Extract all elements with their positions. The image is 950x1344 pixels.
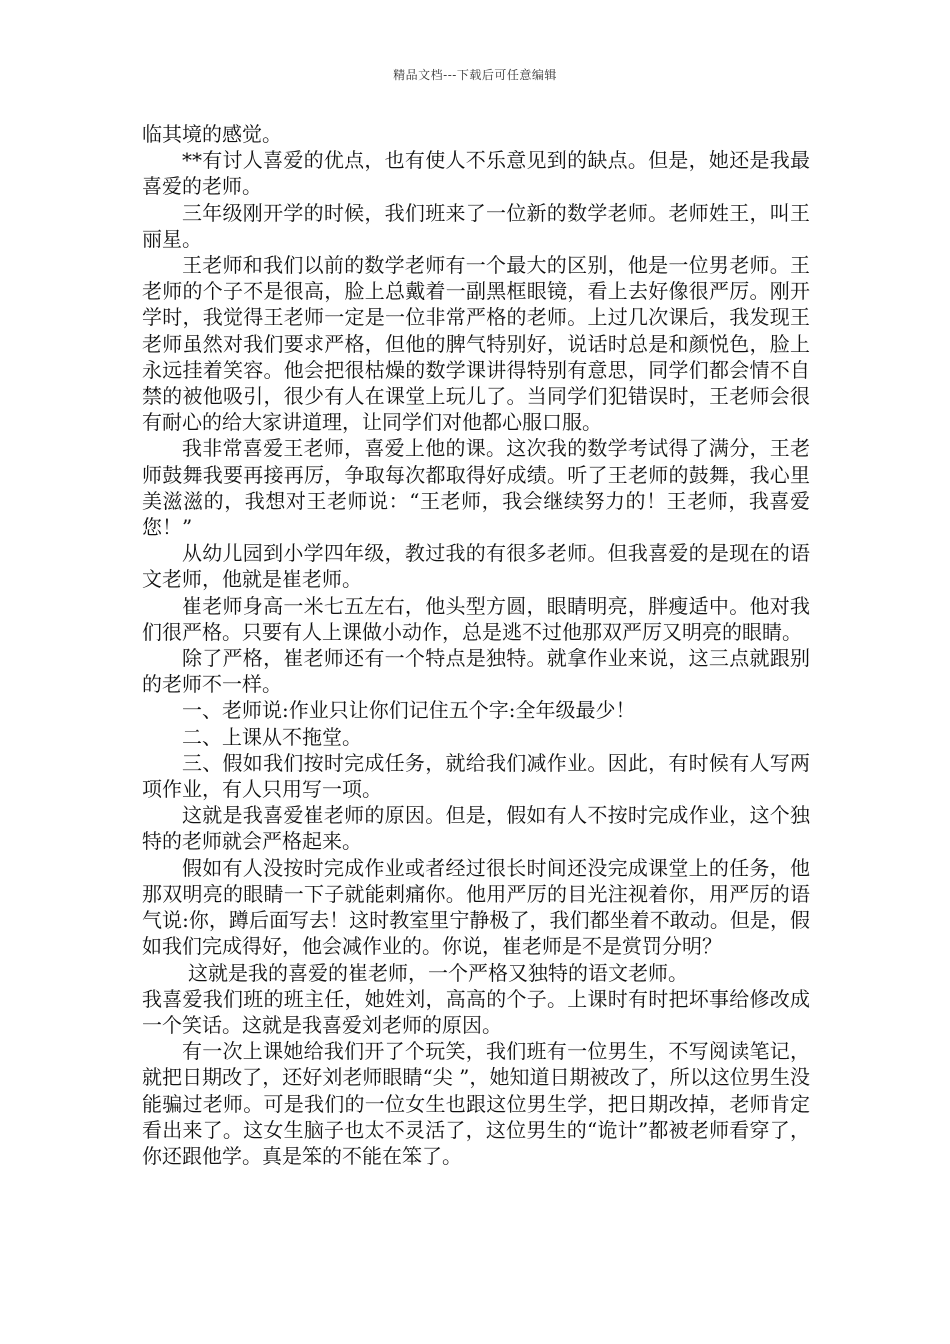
list-item: 一、老师说:作业只让你们记住五个字:全年级最少！ xyxy=(182,698,636,723)
paragraph: 除了严格，崔老师还有一个特点是独特。就拿作业来说，这三点就跟别的老师不一样。 xyxy=(142,646,810,697)
paragraph: 我喜爱我们班的班主任，她姓刘，高高的个子。上课时有时把坏事给修改成一个笑话。这就是我喜爱刘老师的原因。 xyxy=(142,986,810,1037)
paragraph: 有一次上课她给我们开了个玩笑，我们班有一位男生，不写阅读笔记，就把日期改了，还好刘老师眼睛“尖 ”，她知道日期被改了，所以这位男生没能骗过老师。可是我们的一位女生也跟这位男生学，把日期改掉，老师肯定看出来了。这女生脑子也太不灵活了，这位男生的“诡计”都被老师看穿了，你还跟他学。真是笨的不能在笨了。 xyxy=(142,1039,810,1168)
page-header: 精品文档---下载后可任意编辑 xyxy=(393,68,557,82)
paragraph: 这就是我喜爱崔老师的原因。但是，假如有人不按时完成作业，这个独特的老师就会严格起来。 xyxy=(142,803,810,854)
paragraph: 三年级刚开学的时候，我们班来了一位新的数学老师。老师姓王，叫王丽星。 xyxy=(142,200,810,251)
paragraph: 崔老师身高一米七五左右，他头型方圆，眼睛明亮，胖瘦适中。他对我们很严格。只要有人上课做小动作，总是逃不过他那双严厉又明亮的眼睛。 xyxy=(142,593,810,644)
paragraph: 这就是我的喜爱的崔老师，一个严格又独特的语文老师。 xyxy=(188,960,688,985)
paragraph: 王老师和我们以前的数学老师有一个最大的区别，他是一位男老师。王老师的个子不是很高，脸上总戴着一副黑框眼镜，看上去好像很严厉。刚开学时，我觉得王老师一定是一位非常严格的老师。上过几次课后，我发现王老师虽然对我们要求严格，但他的脾气特别好，说话时总是和颜悦色，脸上永远挂着笑容。他会把很枯燥的数学课讲得特别有意思，同学们都会情不自禁的被他吸引，很少有人在课堂上玩儿了。当同学们犯错误时，王老师会很有耐心的给大家讲道理，让同学们对他都心服口服。 xyxy=(142,253,810,435)
document-body xyxy=(142,121,810,1169)
paragraph: 我非常喜爱王老师，喜爱上他的课。这次我的数学考试得了满分，王老师鼓舞我要再接再厉，争取每次都取得好成绩。听了王老师的鼓舞，我心里美滋滋的，我想对王老师说：“王老师，我会继续努力的！王老师，我喜爱您！” xyxy=(142,436,810,540)
paragraph: 假如有人没按时完成作业或者经过很长时间还没完成课堂上的任务，他那双明亮的眼睛一下子就能刺痛你。他用严厉的目光注视着你，用严厉的语气说:你，蹲后面写去！这时教室里宁静极了，我们都坐着不敢动。但是，假如我们完成得好，他会减作业的。你说，崔老师是不是赏罚分明？ xyxy=(142,855,810,959)
paragraph: 临其境的感觉。 xyxy=(142,122,282,146)
paragraph: **有讨人喜爱的优点，也有使人不乐意见到的缺点。但是，她还是我最喜爱的老师。 xyxy=(142,148,810,199)
list-item: 三、假如我们按时完成任务，就给我们减作业。因此，有时候有人写两项作业，有人只用写一项。 xyxy=(142,750,810,802)
paragraph: 从幼儿园到小学四年级，教过我的有很多老师。但我喜爱的是现在的语文老师，他就是崔老师。 xyxy=(142,541,810,592)
list-item: 二、上课从不拖堂。 xyxy=(182,724,362,749)
